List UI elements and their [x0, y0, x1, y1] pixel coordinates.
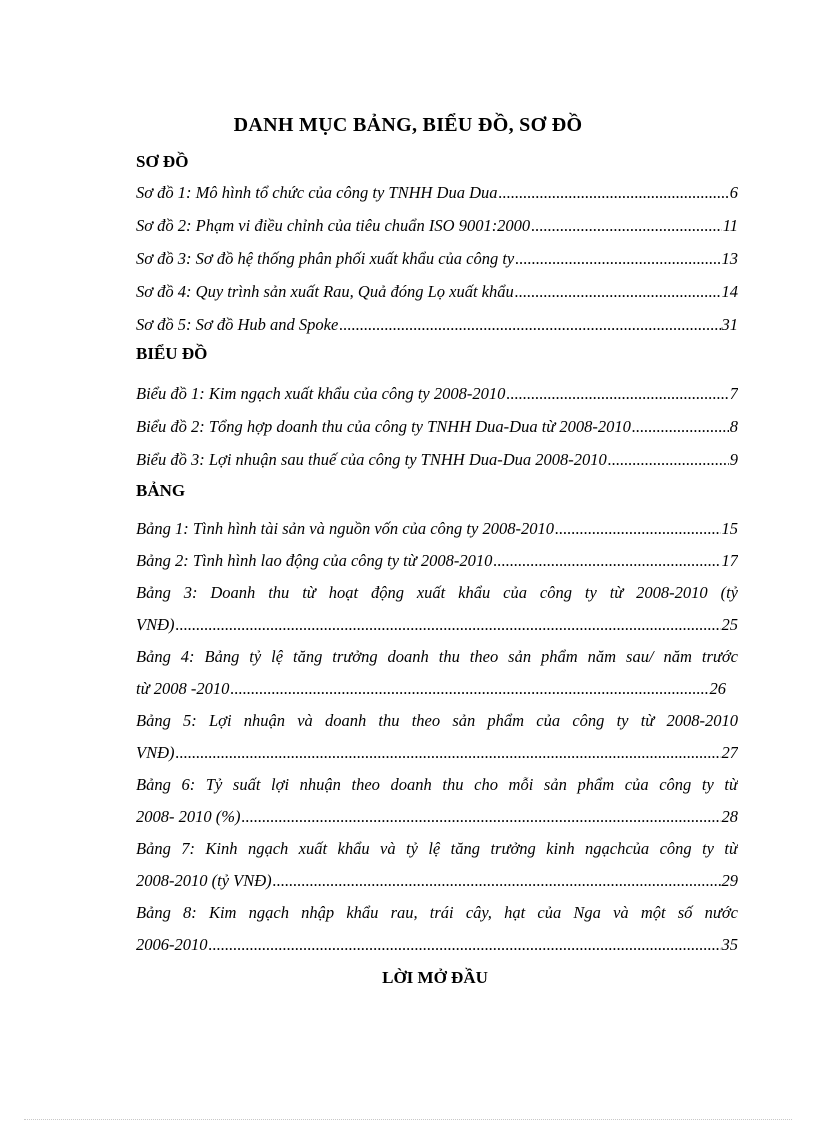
toc-entry-label: 2006-2010: [136, 935, 208, 954]
toc-entry-continuation[interactable]: [136, 742, 738, 764]
dot-leader: [506, 383, 728, 405]
dot-leader: [339, 314, 720, 336]
dot-leader: [515, 248, 720, 270]
toc-entry-label: Biểu đồ 1: Kim ngạch xuất khẩu của công ty 2008-2010: [136, 384, 506, 403]
toc-entry[interactable]: [136, 518, 738, 540]
section-heading-so-do: SƠ ĐỒ: [136, 152, 189, 171]
toc-entry-page: 6: [729, 183, 738, 202]
toc-entry-page: 31: [721, 315, 738, 334]
toc-entry[interactable]: [136, 281, 738, 303]
toc-entry-label: Bảng 1: Tình hình tài sản và nguồn vốn của công ty 2008-2010: [136, 519, 554, 538]
toc-entry-page: 14: [721, 282, 738, 301]
toc-entry-label: Sơ đồ 2: Phạm vi điều chỉnh của tiêu chuẩn ISO 9001:2000: [136, 216, 531, 235]
toc-entry-line1: Bảng 8: Kim ngạch nhập khẩu rau, trái cây, hạt của Nga và một số nước: [136, 903, 738, 922]
toc-entry-label: Bảng 2: Tình hình lao động của công ty từ 2008-2010: [136, 551, 493, 570]
toc-entry-continuation[interactable]: [136, 934, 738, 956]
dot-leader: [230, 678, 708, 700]
toc-entry[interactable]: [136, 902, 738, 924]
dot-leader: [499, 182, 729, 204]
toc-entry[interactable]: [136, 710, 738, 732]
dot-leader: [515, 281, 721, 303]
dot-leader: [531, 215, 722, 237]
toc-entry-label: Sơ đồ 4: Quy trình sản xuất Rau, Quả đóng Lọ xuất khẩu: [136, 282, 514, 301]
toc-entry-page: 7: [729, 384, 738, 403]
toc-entry-page: 15: [721, 519, 738, 538]
toc-entry[interactable]: [136, 550, 738, 572]
toc-entry-line1: Bảng 5: Lợi nhuận và doanh thu theo sản phẩm của công ty từ 2008-2010: [136, 711, 738, 730]
toc-entry-page: 25: [721, 615, 738, 634]
toc-entry[interactable]: [136, 774, 738, 796]
dot-leader: [632, 416, 729, 438]
toc-entry-continuation[interactable]: [136, 678, 726, 700]
toc-entry[interactable]: [136, 383, 738, 405]
section-heading-bang: BẢNG: [136, 481, 186, 500]
toc-entry-line1: Bảng 3: Doanh thu từ hoạt động xuất khẩu của công ty từ 2008-2010 (tỷ: [136, 583, 738, 602]
dot-leader: [493, 550, 720, 572]
toc-entry-page: 8: [729, 417, 738, 436]
toc-entry[interactable]: [136, 416, 738, 438]
toc-entry-page: 27: [721, 743, 738, 762]
toc-entry-line1: Bảng 4: Bảng tỷ lệ tăng trưởng doanh thu theo sản phẩm năm sau/ năm trước: [136, 647, 738, 666]
toc-entry[interactable]: [136, 449, 738, 471]
toc-entry[interactable]: [136, 838, 738, 860]
next-section-title: LỜI MỞ ĐẦU: [382, 968, 488, 987]
toc-entry[interactable]: [136, 314, 738, 336]
dot-leader: [241, 806, 720, 828]
toc-entry-page: 17: [721, 551, 738, 570]
toc-entry-label: 2008- 2010 (%): [136, 807, 241, 826]
dot-leader: [176, 614, 721, 636]
toc-entry[interactable]: [136, 215, 738, 237]
toc-entry-label: Sơ đồ 3: Sơ đồ hệ thống phân phối xuất khẩu của công ty: [136, 249, 515, 268]
toc-entry-page: 29: [721, 871, 738, 890]
toc-entry-page: 9: [729, 450, 738, 469]
toc-entry-label: từ 2008 -2010: [136, 679, 230, 698]
dot-leader: [209, 934, 721, 956]
page-title: DANH MỤC BẢNG, BIỂU ĐỒ, SƠ ĐỒ: [233, 114, 583, 136]
dot-leader: [555, 518, 721, 540]
toc-entry-label: 2008-2010 (tỷ VNĐ): [136, 871, 272, 890]
toc-entry[interactable]: [136, 182, 738, 204]
toc-entry-page: 35: [721, 935, 738, 954]
toc-entry-label: Biểu đồ 3: Lợi nhuận sau thuế của công ty TNHH Dua-Dua 2008-2010: [136, 450, 607, 469]
toc-entry-page: 11: [722, 216, 738, 235]
toc-entry-label: Sơ đồ 1: Mô hình tổ chức của công ty TNHH Dua Dua: [136, 183, 498, 202]
toc-entry-page: 28: [721, 807, 738, 826]
toc-entry[interactable]: [136, 646, 738, 668]
toc-entry-label: Biểu đồ 2: Tổng hợp doanh thu của công ty TNHH Dua-Dua từ 2008-2010: [136, 417, 631, 436]
toc-entry[interactable]: [136, 248, 738, 270]
toc-entry-page: 13: [721, 249, 738, 268]
toc-entry-line1: Bảng 7: Kinh ngạch xuất khẩu và tỷ lệ tăng trưởng kinh ngạchcủa công ty từ: [136, 839, 738, 858]
toc-entry-line1: Bảng 6: Tỷ suất lợi nhuận theo doanh thu cho mỗi sản phẩm của công ty từ: [136, 775, 738, 794]
dot-leader: [273, 870, 721, 892]
toc-entry[interactable]: [136, 582, 738, 604]
toc-entry-continuation[interactable]: [136, 614, 738, 636]
toc-entry-continuation[interactable]: [136, 806, 738, 828]
dot-leader: [608, 449, 729, 471]
toc-entry-label: Sơ đồ 5: Sơ đồ Hub and Spoke: [136, 315, 339, 334]
section-heading-bieu-do: BIỂU ĐỒ: [136, 344, 208, 363]
page-bottom-divider: [24, 1119, 792, 1120]
toc-entry-continuation[interactable]: [136, 870, 738, 892]
toc-entry-label: VNĐ): [136, 615, 175, 634]
toc-entry-label: VNĐ): [136, 743, 175, 762]
dot-leader: [176, 742, 721, 764]
toc-entry-page: 26: [709, 679, 726, 698]
